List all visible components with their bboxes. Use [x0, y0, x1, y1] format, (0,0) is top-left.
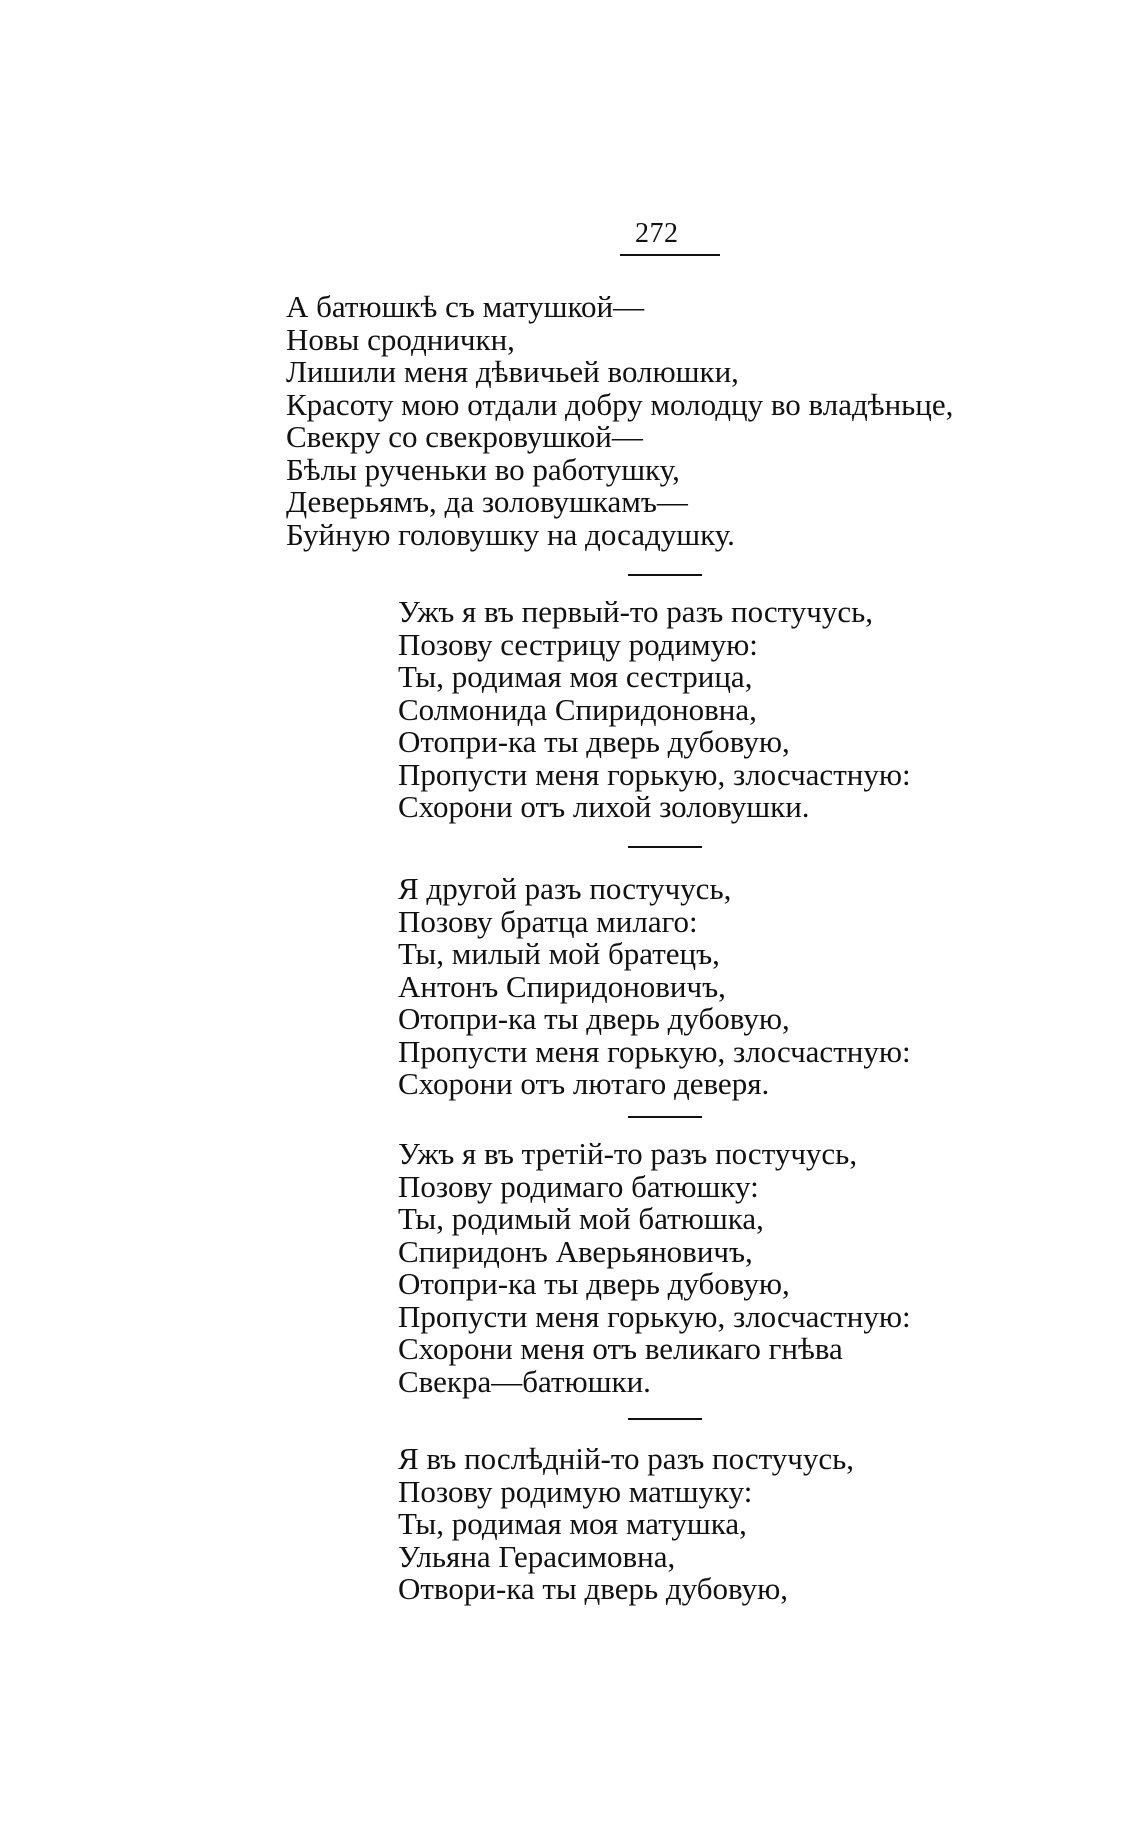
- verse-line: Позову родимую матшуку:: [398, 1473, 753, 1509]
- verse-line: Свекра—батюшки.: [398, 1363, 651, 1399]
- verse-line: Пропусти меня горькую, злосчастную:: [398, 1298, 911, 1334]
- verse-line: Антонъ Спиридоновичъ,: [398, 968, 726, 1004]
- verse-line: Я въ послѣдній-то разъ постучусь,: [398, 1441, 855, 1476]
- page-number: 272: [635, 218, 679, 249]
- stanza-4: [398, 1138, 911, 1398]
- verse-line: Ты, родимая моя матушка,: [398, 1506, 747, 1541]
- verse-line: Отопри-ка ты дверь дубовую,: [398, 1266, 790, 1301]
- page-number-rule: [620, 254, 720, 256]
- verse-line: Свекру со свекровушкой—: [286, 419, 643, 454]
- verse-line: Отопри-ка ты дверь дубовую,: [398, 1001, 790, 1036]
- verse-line: Схорони отъ лихой золовушки.: [398, 789, 810, 824]
- verse-line: Ты, родимый мой батюшка,: [398, 1201, 764, 1236]
- verse-line: Отопри-ка ты дверь дубовую,: [398, 724, 790, 759]
- stanza-3: [398, 873, 911, 1101]
- verse-line: Схорони меня отъ великаго гнѣва: [398, 1331, 843, 1366]
- verse-line: Новы сродничкн,: [286, 321, 515, 357]
- verse-line: А батюшкѣ съ матушкой—: [286, 289, 645, 324]
- stanza-5: [398, 1443, 854, 1606]
- stanza-divider: [628, 1418, 702, 1420]
- verse-line: Ульяна Герасимовна,: [398, 1538, 676, 1574]
- verse-line: Ты, милый мой братецъ,: [398, 936, 720, 971]
- verse-line: Солмонида Спиридоновна,: [398, 691, 757, 727]
- verse-line: Пропусти меня горькую, злосчастную:: [398, 1033, 911, 1069]
- verse-line: Ужъ я въ третій-то разъ постучусь,: [398, 1136, 858, 1171]
- verse-line: Позову родимаго батюшку:: [398, 1168, 759, 1204]
- verse-line: Отвори-ка ты дверь дубовую,: [398, 1571, 788, 1606]
- verse-line: Позову братца милаго:: [398, 903, 698, 939]
- verse-line: Красоту мою отдали добру молодцу во владѣньце,: [286, 386, 954, 422]
- verse-line: Ты, родимая моя сестрица,: [398, 659, 753, 694]
- verse-line: Ужъ я въ первый-то разъ постучусь,: [398, 594, 874, 629]
- verse-line: Буйную головушку на досадушку.: [286, 516, 735, 552]
- verse-line: Деверьямъ, да золовушкамъ—: [286, 484, 688, 519]
- stanza-divider: [628, 1116, 702, 1118]
- stanza-divider: [628, 846, 702, 848]
- stanza-1: [286, 291, 953, 551]
- verse-line: Я другой разъ постучусь,: [398, 871, 732, 906]
- verse-line: Бѣлы рученьки во работушку,: [286, 451, 680, 487]
- stanza-2: [398, 596, 911, 824]
- verse-line: Пропусти меня горькую, злосчастную:: [398, 756, 911, 792]
- verse-line: Схорони отъ лютаго деверя.: [398, 1066, 770, 1101]
- stanza-divider: [628, 574, 702, 576]
- verse-line: Спиридонъ Аверьяновичъ,: [398, 1233, 753, 1269]
- verse-line: Позову сестрицу родимую:: [398, 626, 758, 662]
- verse-line: Лишили меня дѣвичьей волюшки,: [286, 354, 739, 389]
